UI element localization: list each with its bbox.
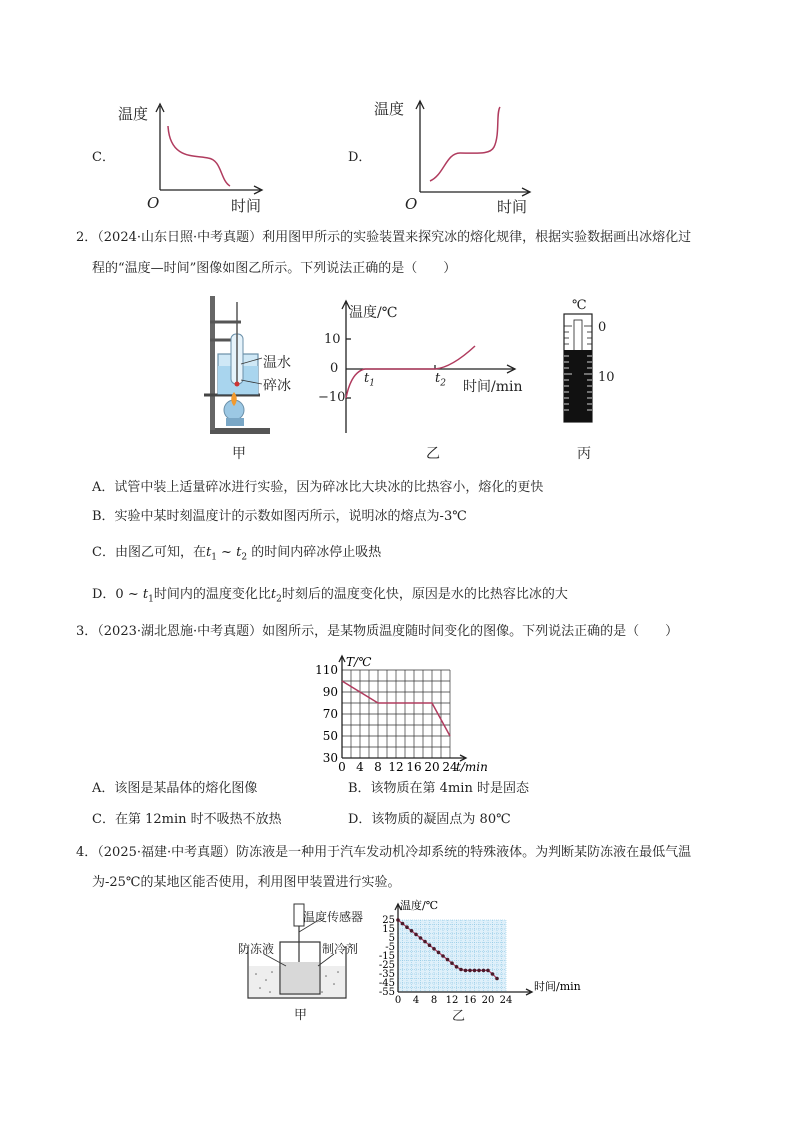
q2-fig-yi-ylabel: 温度/℃ xyxy=(349,305,398,321)
q2-fig-yi-tick-0: 0 xyxy=(330,361,339,376)
q3-x-axis-label: t/min xyxy=(456,760,488,774)
q4-data-point xyxy=(468,969,472,973)
q4-data-point xyxy=(405,925,409,929)
q4-data-point xyxy=(437,951,441,955)
q4-data-point xyxy=(410,929,414,933)
q3-option-d: D．该物质的凝固点为 80℃ xyxy=(348,812,511,827)
q4-data-point xyxy=(432,947,436,951)
option-d-letter: D． xyxy=(348,150,372,165)
q4-chart xyxy=(370,896,590,1014)
option-c-xlabel: 时间 xyxy=(231,197,262,215)
q4-x-tick-label: 20 xyxy=(481,995,495,1006)
q4-data-point xyxy=(419,936,423,940)
q4-data-point xyxy=(477,969,481,973)
q3-option-a: A．该图是某晶体的熔化图像 xyxy=(92,781,258,796)
q2-fig-bing-tick-0: 0 xyxy=(598,320,607,335)
q2-option-a: A．试管中装上适量碎冰进行实验，因为碎冰比大块冰的比热容小，熔化的更快 xyxy=(92,480,544,495)
q4-data-point xyxy=(423,940,427,944)
option-d-graph xyxy=(408,95,538,200)
q2-fig-bing-thermometer xyxy=(560,312,600,427)
q2-option-c: C．由图乙可知，在$t_1$ ~ $t_2$ 的时间内碎冰停止吸热 xyxy=(92,545,382,563)
q2-fig-bing-caption: 丙 xyxy=(577,446,591,462)
option-d-ylabel: 温度 xyxy=(374,100,405,118)
q4-data-point xyxy=(396,918,400,922)
option-c-ylabel: 温度 xyxy=(118,105,149,123)
q3-chart xyxy=(300,648,500,773)
q4-data-point xyxy=(495,977,499,981)
q4-data-point xyxy=(428,943,432,947)
q3-option-c: C．在第 12min 时不吸热不放热 xyxy=(92,812,282,827)
q3-x-tick-label: 24 xyxy=(442,760,458,774)
q4-y-axis-label: 温度/℃ xyxy=(400,899,439,912)
q4-fig-jia-antifreeze-label: 防冻液 xyxy=(238,942,275,956)
q2-stem-line2: 程的“温度—时间”图像如图乙所示。下列说法正确的是（ ） xyxy=(92,261,457,276)
q4-x-tick-label: 12 xyxy=(445,995,459,1006)
q2-fig-yi-t1: $t_1$ xyxy=(364,371,375,389)
q4-data-point xyxy=(486,969,490,973)
q4-data-point xyxy=(441,954,445,958)
q4-y-tick-label: -5 xyxy=(385,942,395,953)
q4-x-tick-label: 0 xyxy=(394,995,402,1006)
q3-y-tick-label: 110 xyxy=(315,663,338,677)
q3-y-axis-label: T/℃ xyxy=(346,655,372,669)
q4-x-tick-label: 24 xyxy=(499,995,513,1006)
q4-stem-line2: 为-25℃的某地区能否使用，利用图甲装置进行实验。 xyxy=(92,875,401,890)
q3-x-tick-label: 12 xyxy=(388,760,404,774)
option-c-origin: O xyxy=(147,194,160,212)
q2-fig-jia-ice-label: 碎冰 xyxy=(263,378,291,394)
q4-y-tick-label: -25 xyxy=(378,960,395,971)
q2-fig-jia-caption: 甲 xyxy=(232,446,246,462)
q3-y-tick-label: 50 xyxy=(322,729,338,743)
q2-stem-line1: 2．（2024·山东日照·中考真题）利用图甲所示的实验装置来探究冰的熔化规律，根据实验数据画出冰熔化过 xyxy=(76,230,692,245)
q2-fig-bing-tick-10: 10 xyxy=(598,370,615,385)
q4-fig-jia-sensor-label: 温度传感器 xyxy=(303,910,364,924)
q4-fig-jia-coolant-label: 制冷剂 xyxy=(322,942,359,956)
q3-x-tick-label: 4 xyxy=(356,760,364,774)
q4-data-point xyxy=(491,972,495,976)
q3-x-tick-label: 0 xyxy=(338,760,346,774)
q3-y-tick-label: 70 xyxy=(322,707,338,721)
q2-fig-yi-tick-m10: −10 xyxy=(318,390,346,405)
q4-stem-line1: 4．（2025·福建·中考真题）防冻液是一种用于汽车发动机冷却系统的特殊液体。为判断某防冻液在最低气温 xyxy=(76,845,692,860)
q4-data-point xyxy=(464,969,468,973)
q2-fig-jia-water-label: 温水 xyxy=(263,355,291,371)
option-d-xlabel: 时间 xyxy=(497,198,528,216)
option-d-origin: O xyxy=(405,195,418,213)
q4-data-point xyxy=(446,958,450,962)
q2-fig-yi-t2: $t_2$ xyxy=(435,371,446,389)
q2-fig-yi-caption: 乙 xyxy=(426,446,440,462)
q2-option-d: D．0 ~ $t_1$时间内的温度变化比$t_2$时刻后的温度变化快，原因是水的比热容比冰的大 xyxy=(92,587,568,605)
q4-x-tick-label: 4 xyxy=(412,995,420,1006)
q3-option-b: B．该物质在第 4min 时是固态 xyxy=(348,781,529,796)
q3-y-tick-label: 90 xyxy=(322,685,338,699)
q3-x-tick-label: 8 xyxy=(374,760,382,774)
q4-y-tick-label: 5 xyxy=(388,933,395,944)
q4-data-point xyxy=(473,969,477,973)
option-c-graph xyxy=(150,100,270,200)
q4-data-point xyxy=(401,922,405,926)
option-c-letter: C． xyxy=(92,150,115,165)
q4-y-tick-label: -55 xyxy=(378,987,395,998)
q4-data-point xyxy=(482,969,486,973)
q4-data-point xyxy=(459,968,463,972)
q4-x-tick-label: 8 xyxy=(430,995,438,1006)
q3-x-tick-label: 16 xyxy=(406,760,422,774)
q3-y-tick-label: 30 xyxy=(322,751,338,765)
q3-stem: 3．（2023·湖北恩施·中考真题）如图所示，是某物质温度随时间变化的图像。下列说法正确的是（ ） xyxy=(76,624,679,639)
q4-y-tick-label: -15 xyxy=(378,951,395,962)
q2-fig-yi-xlabel: 时间/min xyxy=(463,379,523,395)
q4-data-point xyxy=(450,961,454,965)
q4-fig-jia-caption: 甲 xyxy=(294,1008,308,1023)
q4-x-axis-label: 时间/min xyxy=(534,980,581,993)
q2-fig-bing-unit: ℃ xyxy=(572,298,587,313)
q4-y-tick-label: 15 xyxy=(382,924,395,935)
q4-y-tick-label: -35 xyxy=(378,969,395,980)
q3-x-tick-label: 20 xyxy=(424,760,440,774)
q4-data-point xyxy=(414,933,418,937)
q4-y-tick-label: 25 xyxy=(382,915,395,926)
q2-option-b: B．实验中某时刻温度计的示数如图丙所示，说明冰的熔点为-3℃ xyxy=(92,509,467,524)
q2-fig-yi-tick-10: 10 xyxy=(324,332,341,347)
q4-y-tick-label: -45 xyxy=(378,978,395,989)
q4-x-tick-label: 16 xyxy=(463,995,477,1006)
q4-fig-yi-caption: 乙 xyxy=(452,1009,466,1024)
q4-data-point xyxy=(455,965,459,969)
